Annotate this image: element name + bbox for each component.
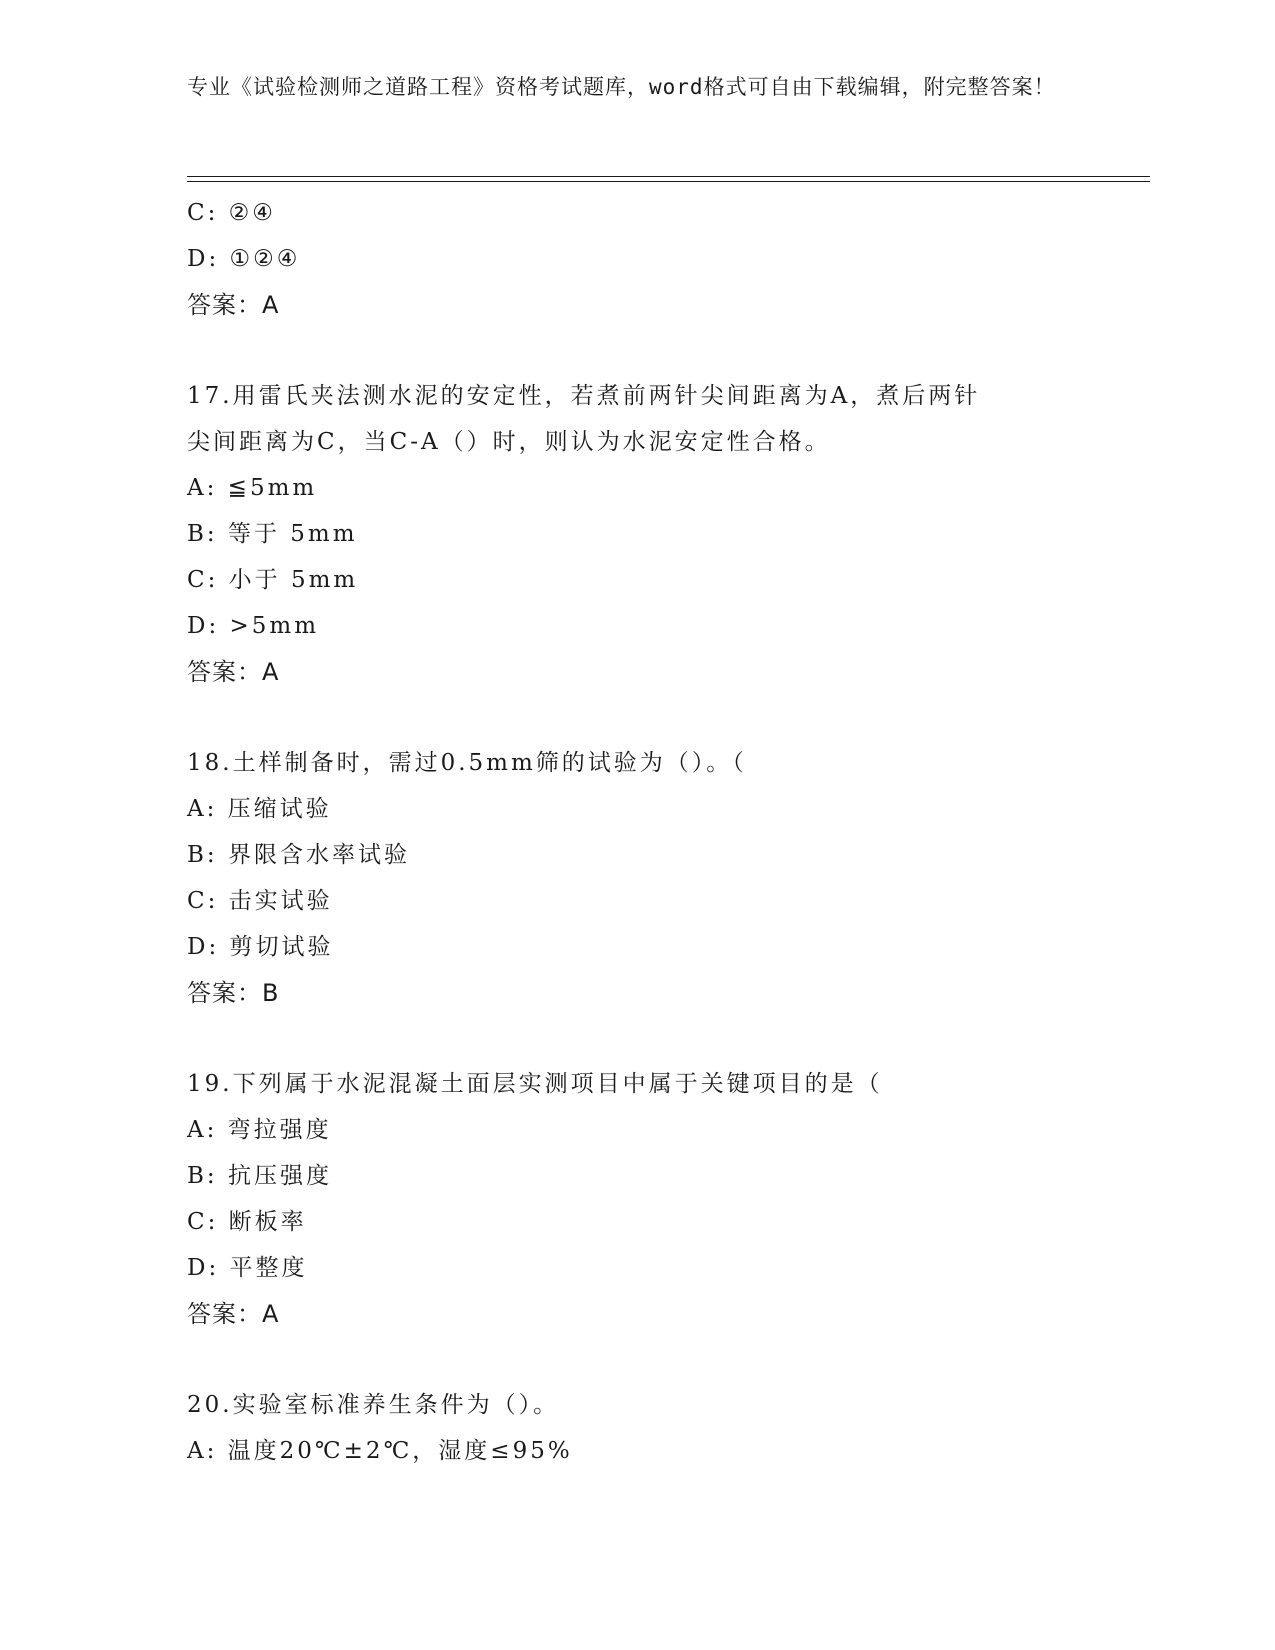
option-b: B: 等于 5mm: [187, 521, 358, 547]
answer-line: 答案：A: [187, 1300, 280, 1328]
question-block-17: [187, 373, 1087, 695]
answer-line: 答案：A: [187, 291, 280, 319]
question-stem: 17.用雷氏夹法测水泥的安定性，若煮前两针尖间距离为A，煮后两针: [187, 383, 981, 409]
question-stem: 19.下列属于水泥混凝土面层实测项目中属于关键项目的是（: [187, 1071, 883, 1097]
answer-line: 答案：B: [187, 979, 280, 1007]
question-block-19: [187, 1061, 1087, 1337]
option-c: C: 小于 5mm: [187, 567, 359, 593]
question-block-16-tail: [187, 190, 1087, 328]
question-stem: 20.实验室标准养生条件为（）。: [187, 1392, 560, 1418]
option-a: A: 温度20℃±2℃，湿度≤95%: [187, 1438, 573, 1464]
option-a: A: ≦5mm: [187, 475, 318, 501]
option-a: A: 压缩试验: [187, 796, 332, 822]
option-b: B: 抗压强度: [187, 1163, 332, 1189]
option-a: A: 弯拉强度: [187, 1117, 332, 1143]
question-stem: 尖间距离为C，当C-A（）时，则认为水泥安定性合格。: [187, 429, 831, 455]
option-b: B: 界限含水率试验: [187, 842, 410, 868]
question-block-20: [187, 1382, 1087, 1474]
page-header: 专业《试验检测师之道路工程》资格考试题库，word格式可自由下载编辑，附完整答案！: [187, 75, 1056, 99]
answer-line: 答案：A: [187, 658, 280, 686]
option-d: D: >5mm: [187, 613, 320, 639]
option-c: C: ②④: [187, 200, 276, 226]
option-d: D: ①②④: [187, 246, 301, 272]
header-divider-top: [187, 176, 1150, 177]
header-divider-bottom: [187, 181, 1150, 182]
question-stem: 18.土样制备时，需过0.5mm筛的试验为（）。（: [187, 750, 747, 776]
option-d: D: 平整度: [187, 1255, 308, 1281]
option-c: C: 击实试验: [187, 888, 333, 914]
option-c: C: 断板率: [187, 1209, 307, 1235]
question-block-18: [187, 740, 1087, 1016]
document-body: [187, 190, 1087, 1474]
option-d: D: 剪切试验: [187, 934, 334, 960]
